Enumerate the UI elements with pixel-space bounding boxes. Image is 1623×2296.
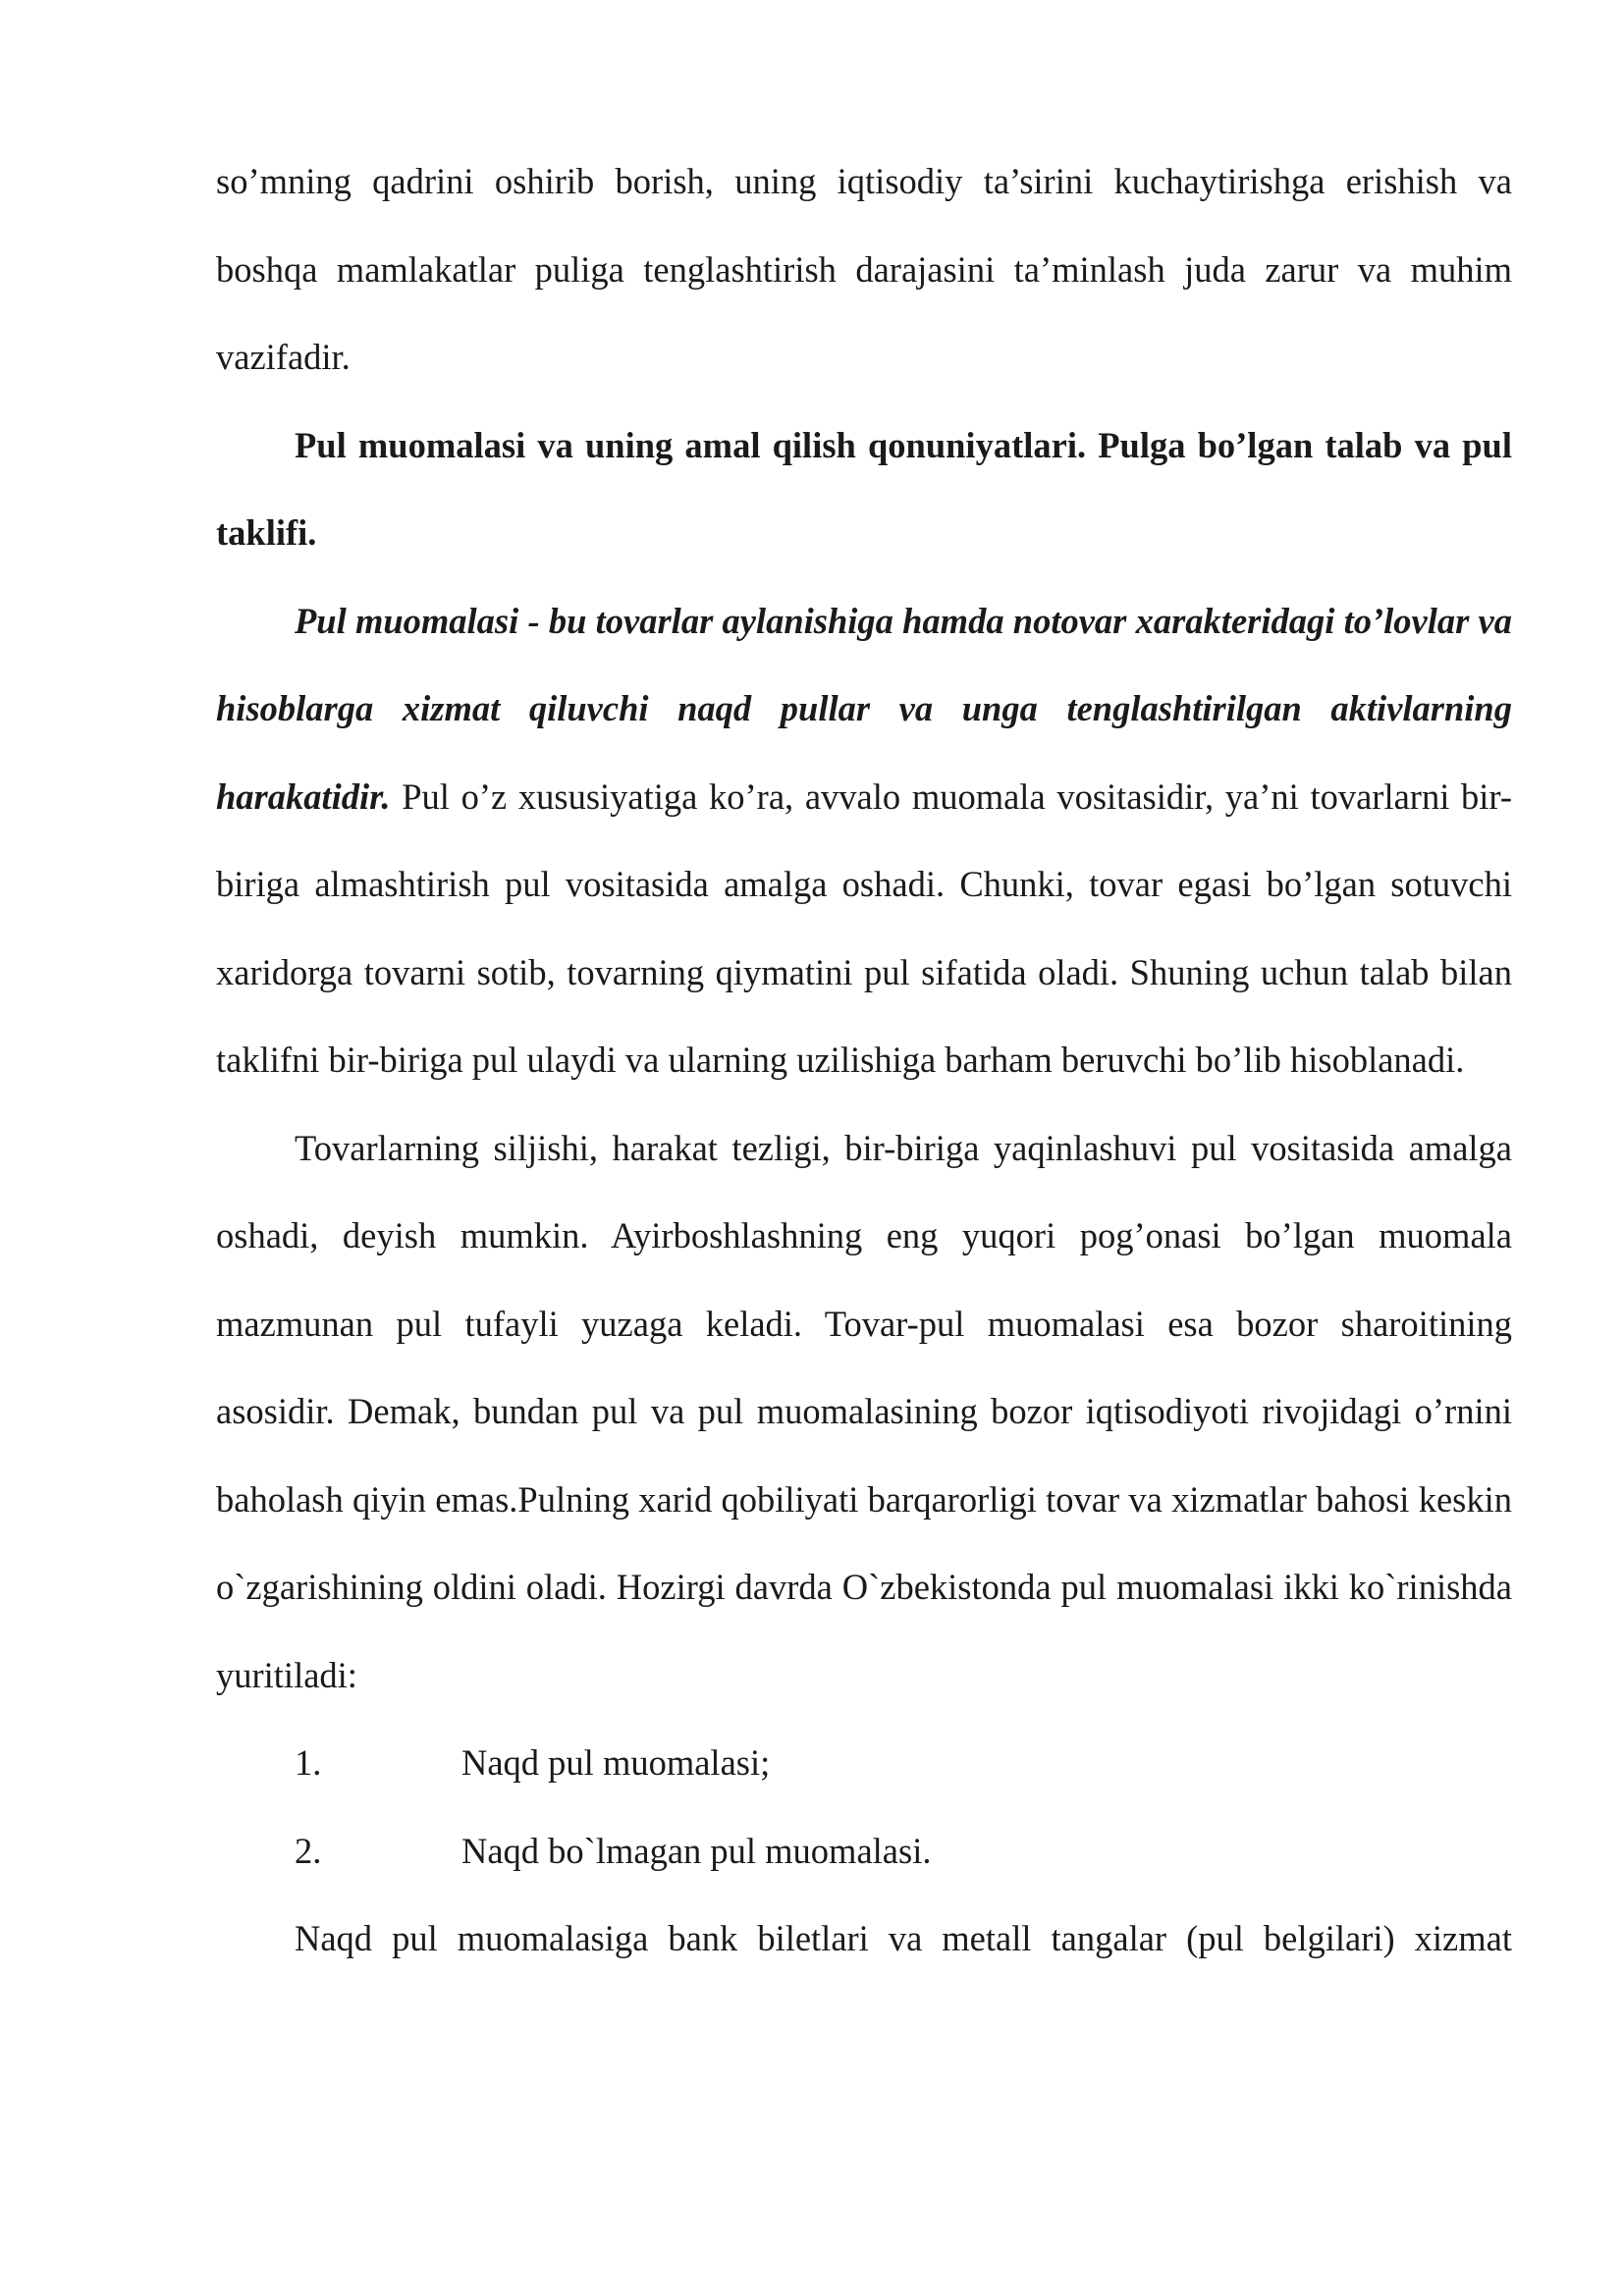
last-paragraph: Naqd pul muomalasiga bank biletlari va metall tangalar (pul belgilari) xizmat	[295, 1918, 1512, 1958]
list-item	[216, 1807, 1512, 1896]
list-item-number: 2.	[295, 1830, 322, 1871]
list-item-text: Naqd bo`lmagan pul muomalasi.	[461, 1830, 932, 1871]
definition-paragraph	[216, 577, 1512, 1104]
document-body	[216, 137, 1512, 1983]
definition-text: Pul o’z xususiyatiga ko’ra, avvalo muomala vositasidir, ya’ni tovarlarni bir-biriga almashtirish pul vositasida amalga oshadi. Chunki, tovar egasi bo’lgan sotuvchi xaridorga tovarni sotib, tovarning qiymatini pul sifatida oladi. Shuning uchun talab bilan taklifni bir-biriga pul ulaydi va ularning uzilishiga barham beruvchi bo’lib hisoblanadi.	[216, 775, 1512, 1080]
tovarlar-paragraph: Tovarlarning siljishi, harakat tezligi, bir-biriga yaqinlashuvi pul vositasida amalga oshadi, deyish mumkin. Ayirboshlashning eng yuqori pog’onasi bo’lgan muomala mazmunan pul tufayli yuzaga keladi. Tovar-pul muomalasi esa bozor sharoitining asosidir. Demak, bundan pul va pul muomalasining bozor iqtisodiyoti rivojidagi o’rnini baholash qiyin emas.Pulning xarid qobiliyati barqarorligi tovar va xizmatlar bahosi keskin o`zgarishining oldini oladi. Hozirgi davrda O`zbekistonda pul muomalasi ikki ko`rinishda yuritiladi:	[216, 1127, 1512, 1695]
list-item	[216, 1719, 1512, 1807]
intro-paragraph: so’mning qadrini oshirib borish, uning iqtisodiy ta’sirini kuchaytirishga erishish va boshqa mamlakatlar puliga tenglashtirish darajasini ta’minlash juda zarur va muhim vazifadir.	[216, 161, 1512, 377]
section-heading: Pul muomalasi va uning amal qilish qonuniyatlari. Pulga bo’lgan talab va pul taklifi.	[216, 424, 1512, 553]
list-item-number: 1.	[295, 1742, 322, 1783]
list-item-text: Naqd pul muomalasi;	[461, 1742, 771, 1783]
definition-term: Pul muomalasi - bu tovarlar aylanishiga hamda notovar xarakteridagi to’lovlar va hisoblarga xizmat qiluvchi naqd pullar va unga tenglashtirilgan aktivlarning harakatidir.	[216, 600, 1512, 817]
